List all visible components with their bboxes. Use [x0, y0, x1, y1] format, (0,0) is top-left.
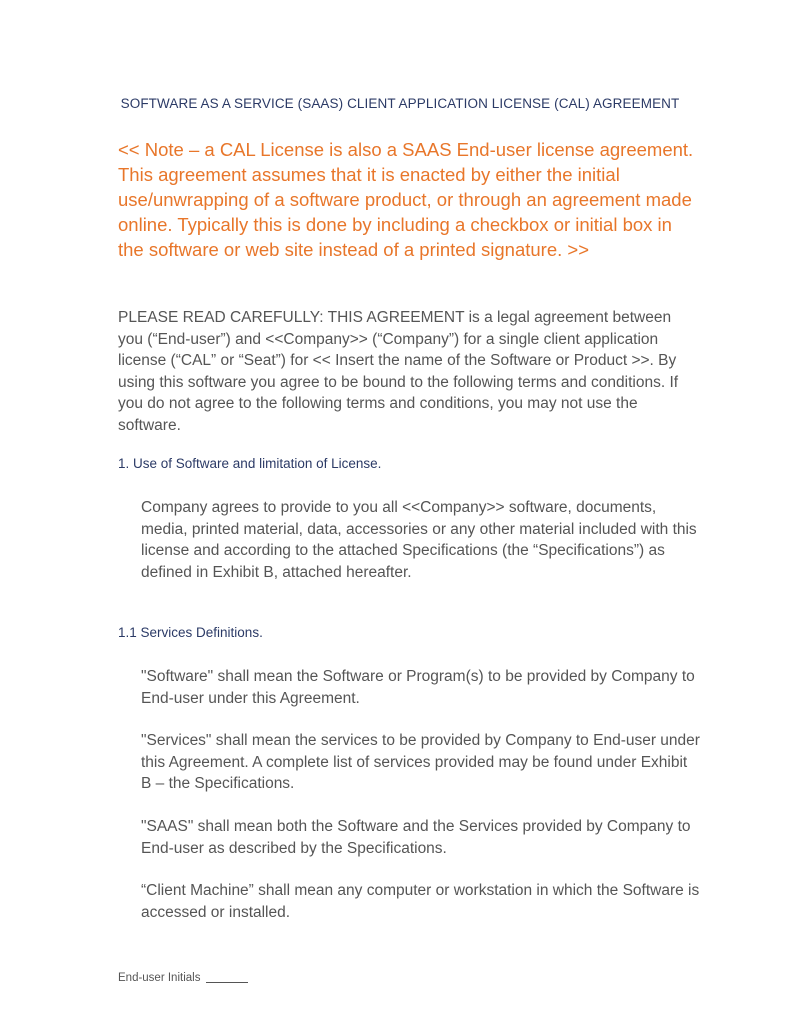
footer-initials: [118, 972, 248, 984]
section-1-body: Company agrees to provide to you all <<Company>> software, documents, media, printed material, data, accessories or any other material included with this license and according to the attached Specifications (the “Specifications”) as defined in Exhibit B, attached hereafter.: [141, 499, 697, 581]
note-paragraph: << Note – a CAL License is also a SAAS End-user license agreement. This agreement assumes that it is enacted by either the initial use/unwrapping of a software product, or through an agreement made online. Typically this is done by including a checkbox or initial box in the software or web site instead of a printed signature. >>: [118, 139, 694, 260]
section-1-heading: 1. Use of Software and limitation of License.: [118, 456, 382, 471]
definition-software: "Software" shall mean the Software or Program(s) to be provided by Company to End-user under this Agreement.: [141, 668, 695, 707]
intro-paragraph: PLEASE READ CAREFULLY: THIS AGREEMENT is a legal agreement between you (“End-user”) and <<Company>> (“Company”) for a single client application license (“CAL” or “Seat”) for << Insert the name of the Software or Product >>. By using this software you agree to be bound to the following terms and conditions. If you do not agree to the following terms and conditions, you may not use the software.: [118, 309, 679, 434]
section-1-1-heading: 1.1 Services Definitions.: [118, 625, 263, 640]
initials-blank-line[interactable]: [206, 982, 248, 983]
definition-services: "Services" shall mean the services to be provided by Company to End-user under this Agreement. A complete list of services provided may be found under Exhibit B – the Specifications.: [141, 732, 700, 792]
definition-client-machine: “Client Machine” shall mean any computer or workstation in which the Software is accessed or installed.: [141, 882, 700, 921]
document-title: SOFTWARE AS A SERVICE (SAAS) CLIENT APPLICATION LICENSE (CAL) AGREEMENT: [120, 96, 680, 111]
initials-label: End-user Initials: [118, 972, 201, 984]
definition-saas: "SAAS" shall mean both the Software and the Services provided by Company to End-user as described by the Specifications.: [141, 818, 691, 857]
